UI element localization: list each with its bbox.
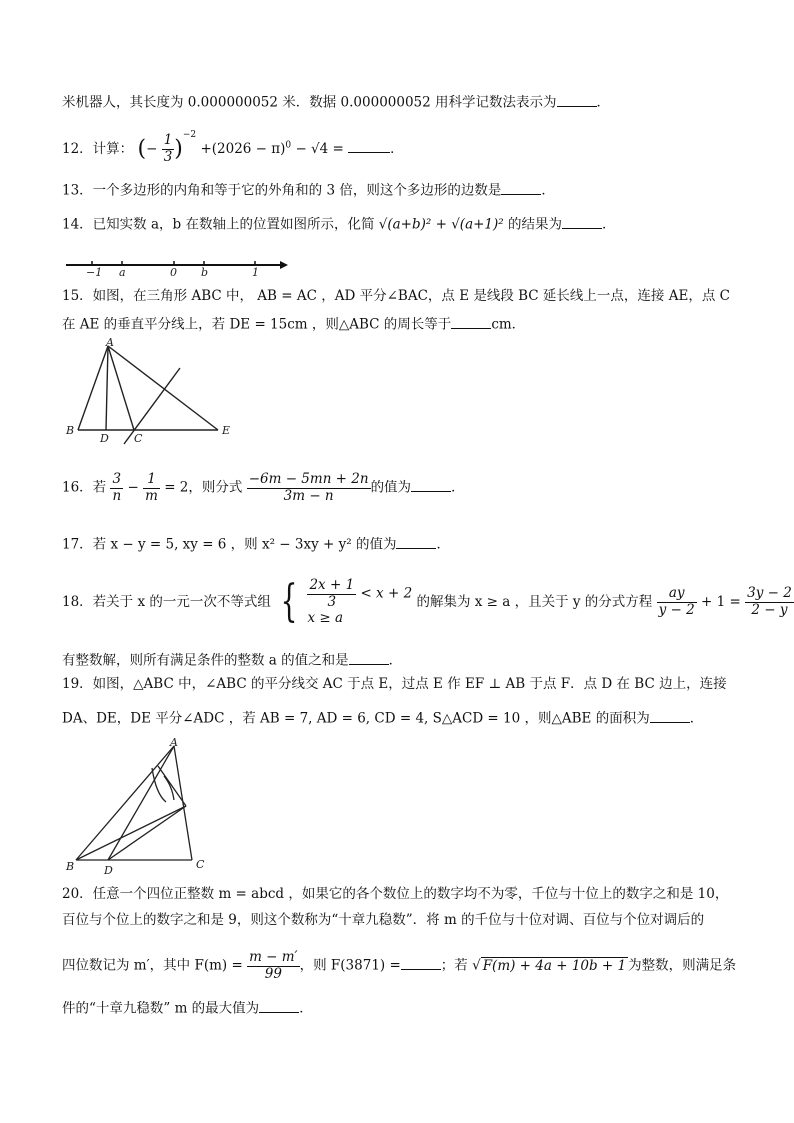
label-0: 0 [170,266,177,278]
number-line-figure [62,254,292,278]
q20-line3: 四位数记为 m′，其中 F(m) = $\frac{m - m'}{99}$ ，则 F(3871) = ；若 √ F(m) + 4a + 10b + 1 为整数，则满足条 [62,949,737,982]
svg-text:B: B [66,424,75,437]
answer-blank[interactable] [562,214,602,229]
answer-blank[interactable] [451,314,491,329]
q15-line1: 15．如图，在三角形 ABC 中， AB = AC ，AD 平分∠BAC，点 E 是线段 BC 延长线上一点，连接 AE，点 C [62,288,730,304]
label-neg1: −1 [86,266,103,278]
svg-text:D: D [104,864,113,876]
svg-text:B: B [66,860,75,873]
fraction: $\frac{1}{3}$ [163,132,173,165]
svg-text:C: C [196,858,205,871]
q20-line1: 20．任意一个四位正整数 m = abcd ，如果它的各个数位上的数字均不为零，千位与十位上的数字之和是 10， [62,886,729,902]
label-a: a [119,266,126,278]
triangle-figure-15 [62,336,242,446]
label-1: 1 [252,266,259,278]
answer-blank[interactable] [348,139,390,154]
q14: 14．已知实数 a，b 在数轴上的位置如图所示，化简 √(a+b)² + √(a+1)² 的结果为 ． [62,214,616,233]
q17: 17．若 x − y = 5, xy = 6 ，则 x² − 3xy + y² 的值为 ． [62,534,450,553]
q19-line2: DA、DE，DE 平分∠ADC ，若 AB = 7, AD = 6, CD = 4, S△ACD = 10 ，则△ABE 的面积为 ． [62,708,703,727]
svg-text:D: D [100,432,109,445]
q18-line2: 有整数解，则所有满足条件的整数 a 的值之和是 ． [62,650,402,669]
answer-blank[interactable] [501,180,541,195]
q20-line4: 件的“十章九稳数” m 的最大值为 ． [62,998,313,1017]
q18: 18．若关于 x 的一元一次不等式组 { $\frac{2x + 1}{3}$ < x + 2 x ≥ a 的解集为 x ≥ a ，且关于 y 的分式方程 $\frac{ay}{y - 2}$ + 1 = $\frac{3y - 2}{2 - y}$ [62,576,792,628]
triangle-figure-19 [62,736,222,876]
svg-text:E: E [222,424,231,437]
svg-text:A: A [106,336,114,349]
svg-text:A: A [170,736,178,749]
answer-blank[interactable] [401,955,441,970]
q12: 12．计算： (− $\frac{1}{3}$ )$^{-2} +(2026 - \pi)^0 - √4$ = ． [62,130,404,165]
answer-blank[interactable] [396,534,436,549]
q15-line2: 在 AE 的垂直平分线上，若 DE = 15cm ，则△ABC 的周长等于 cm． [62,314,525,333]
answer-blank[interactable] [557,92,597,107]
q16: 16．若 $\frac{3}{n}$ − $\frac{1}{m}$ = 2，则分式 $\frac{-6m - 5mn + 2n}{3m - n}$ 的值为 ． [62,471,465,504]
answer-blank[interactable] [259,998,299,1013]
q13: 13．一个多边形的内角和等于它的外角和的 3 倍，则这个多边形的边数是 ． [62,180,555,199]
svg-text:C: C [134,432,143,445]
answer-blank[interactable] [411,477,451,492]
q19-line1: 19．如图，△ABC 中，∠ABC 的平分线交 AC 于点 E，过点 E 作 EF ⊥ AB 于点 F．点 D 在 BC 边上，连接 [62,676,727,692]
q11-tail: 米机器人，其长度为 0.000000052 米．数据 0.000000052 用科学记数法表示为 ． [62,92,610,111]
q20-line2: 百位与个位上的数字之和是 9，则这个数称为“十章九稳数”．将 m 的千位与十位对调、百位与个位对调后的 [62,912,705,928]
label-b: b [201,266,209,278]
answer-blank[interactable] [650,708,690,723]
answer-blank[interactable] [349,650,389,665]
